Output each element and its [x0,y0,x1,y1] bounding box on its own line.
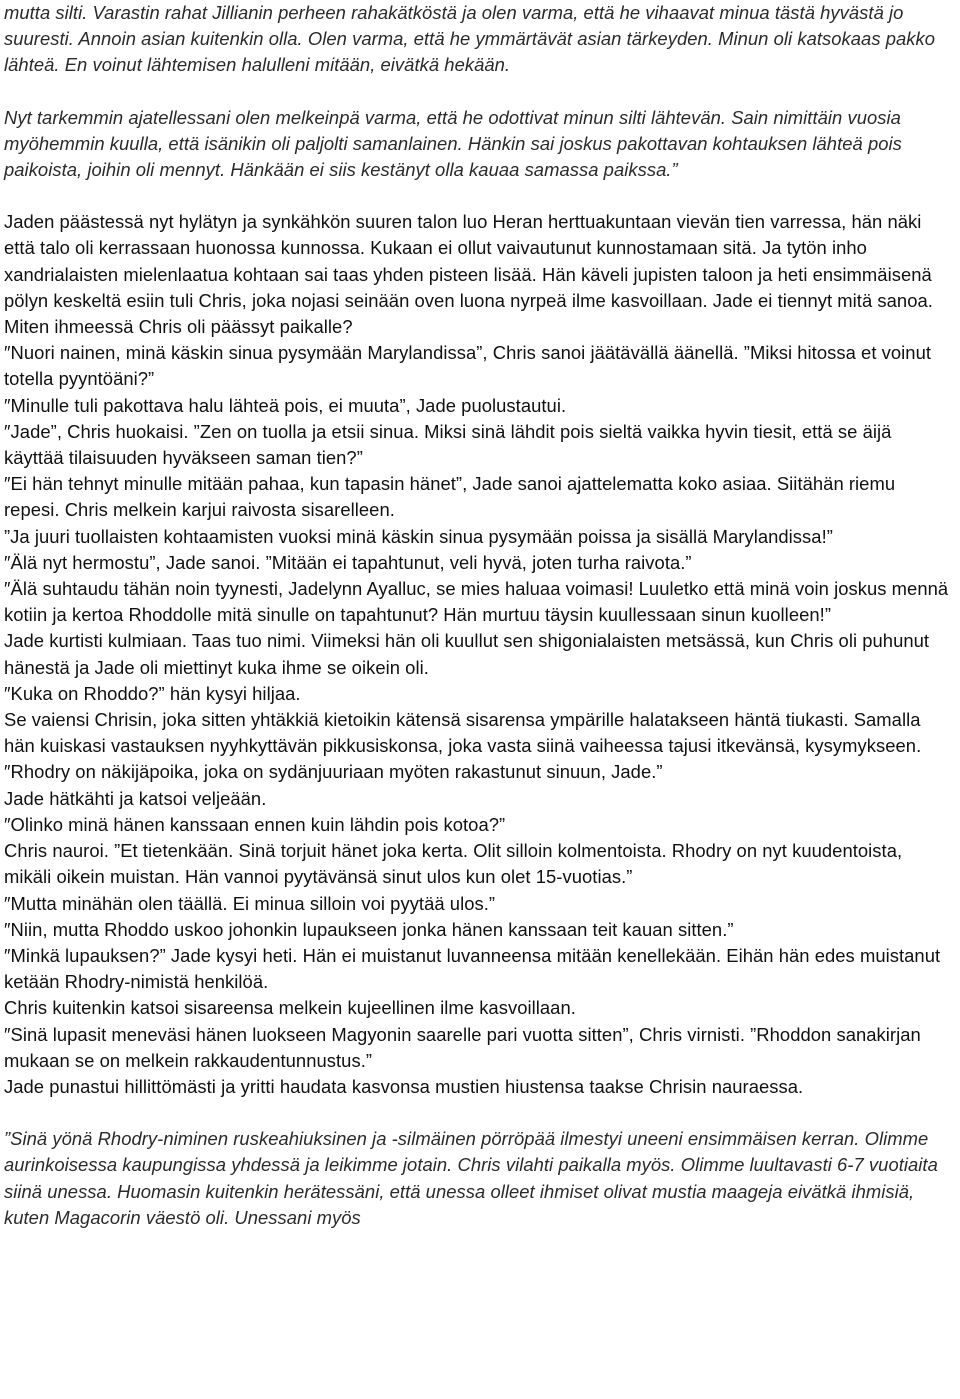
paragraph-gap [4,183,954,209]
paragraph-15: Jade hätkähti ja katsoi veljeään. [4,787,267,809]
paragraph-3: Jaden päästessä nyt hylätyn ja synkähkön suuren talon luo Heran herttuakuntaan vievän tien varressa, hän näki että talo oli kerrassaan huonossa kunnossa. Kukaan ei ollut vaivautunut kunnostamaan sitä. Ja tytön inho xandrialaisten mielenlaatua kohtaan sai taas yhden pisteen lisää. Hän käveli jupisten taloon ja heti ensimmäisenä pölyn keskeltä esiin tuli Chris, joka nojasi seinään oven luona nyrpeä ilme kasvoillaan. Jade ei tiennyt mitä sanoa. Miten ihmeessä Chris oli päässyt paikalle? [4,211,933,338]
paragraph-1: mutta silti. Varastin rahat Jillianin perheen rahakätköstä ja olen varma, että he vihaavat minua tästä hyvästä jo suuresti. Annoin asian kuitenkin olla. Olen varma, että he ymmärtävät asian tärkeyden. Minun oli katsokaas pakko lähteä. En voinut lähtemisen halulleni mitään, eivätkä hekään. [4,2,936,76]
paragraph-17: Chris nauroi. ”Et tietenkään. Sinä torjuit hänet joka kerta. Olit silloin kolmentoista. Rhodry on nyt kuudentoista, mikäli oikein muistan. Hän vannoi pyytävänsä sinut ulos kun olet 15-vuotias.” [4,840,903,888]
paragraph-8: ”Ja juuri tuollaisten kohtaamisten vuoksi minä käskin sinua pysymään poissa ja sisällä Marylandissa!” [4,525,833,547]
paragraph-7: ″Ei hän tehnyt minulle mitään pahaa, kun tapasin hänet”, Jade sanoi ajattelematta koko asiaa. Siitähän riemu repesi. Chris melkein karjui raivosta sisarelleen. [4,473,896,521]
paragraph-10: ″Älä suhtaudu tähän noin tyynesti, Jadelynn Ayalluc, se mies haluaa voimasi! Luuletko että minä voin joskus mennä kotiin ja kertoa Rhoddolle mitä sinulle on tapahtunut? Hän murtuu täysin kuullessaan sinun kuolleen!” [4,578,949,626]
paragraph-20: ″Minkä lupauksen?” Jade kysyi heti. Hän ei muistanut luvanneensa mitään kenellekään. Eihän hän edes muistanut ketään Rhodry-nimistä henkilöä. [4,944,941,993]
paragraph-23: Jade punastui hillittömästi ja yritti haudata kasvonsa mustien hiustensa taakse Chrisin nauraessa. [4,1075,804,1097]
paragraph-13: Se vaiensi Chrisin, joka sitten yhtäkkiä kietoikin kätensä sisarensa ympärille halatakseen häntä tiukasti. Samalla hän kuiskasi vastauksen nyyhkyttävän pikkusiskonsa, joka vasta siinä vaiheessa tajusi itkevänsä, kysymykseen. [4,709,922,757]
paragraph-2: Nyt tarkemmin ajatellessani olen melkeinpä varma, että he odottivat minun silti lähtevän. Sain nimittäin vuosia myöhemmin kuulla, että isänikin oli paljolti samanlainen. Hänkin sai joskus pakottavan kohtauksen lähteä pois paikoista, joihin oli mennyt. Hänkään ei siis kestänyt olla kauaa samassa paikssa.” [4,106,902,181]
paragraph-gap [4,1100,954,1126]
paragraph-24: ”Sinä yönä Rhodry-niminen ruskeahiuksinen ja -silmäinen pörröpää ilmestyi uneeni ensimmäisen kerran. Olimme aurinkoisessa kaupungissa yhdessä ja leikimme jotain. Chris vilahti paikalla myös. Olimme luultavasti 6-7 vuotiaita siinä unessa. Huomasin kuitenkin herätessäni, että unessa olleet ihmiset olivat mustia maageja eivätkä ihmisiä, kuten Magacorin väestö oli. Unessani myös [4,1128,938,1228]
paragraph-12: ″Kuka on Rhoddo?” hän kysyi hiljaa. [4,682,301,704]
paragraph-19: ″Niin, mutta Rhoddo uskoo johonkin lupaukseen jonka hänen kanssaan teit kauan sitten.” [4,918,734,940]
paragraph-6: ″Jade”, Chris huokaisi. ”Zen on tuolla ja etsii sinua. Miksi sinä lähdit pois sieltä vaikka hyvin tiesit, että se äijä käyttää tilaisuuden hyväkseen saman tien?” [4,420,892,469]
paragraph-21: Chris kuitenkin katsoi sisareensa melkein kujeellinen ilme kasvoillaan. [4,997,576,1019]
paragraph-gap [4,79,954,105]
paragraph-4: ″Nuori nainen, minä käskin sinua pysymään Marylandissa”, Chris sanoi jäätävällä äänellä. ”Miksi hitossa et voinut totella pyyntöäni?” [4,342,932,390]
paragraph-22: ″Sinä lupasit meneväsi hänen luokseen Magyonin saarelle pari vuotta sitten”, Chris virnisti. ”Rhoddon sanakirjan mukaan se on melkein rakkaudentunnustus.” [4,1023,921,1071]
paragraph-14: ″Rhodry on näkijäpoika, joka on sydänjuuriaan myöten rakastunut sinuun, Jade.” [4,761,663,783]
paragraph-9: ″Älä nyt hermostu”, Jade sanoi. ”Mitään ei tapahtunut, veli hyvä, joten turha raivota.” [4,551,692,573]
paragraph-16: ″Olinko minä hänen kanssaan ennen kuin lähdin pois kotoa?” [4,813,506,835]
paragraph-18: ″Mutta minähän olen täällä. Ei minua silloin voi pyytää ulos.” [4,892,496,914]
paragraph-5: ″Minulle tuli pakottava halu lähteä pois, ei muuta”, Jade puolustautui. [4,394,567,416]
document-page [4,0,954,1231]
paragraph-11: Jade kurtisti kulmiaan. Taas tuo nimi. Viimeksi hän oli kuullut sen shigonialaisten metsässä, kun Chris oli puhunut hänestä ja Jade oli miettinyt kuka ihme se oikein oli. [4,630,930,678]
